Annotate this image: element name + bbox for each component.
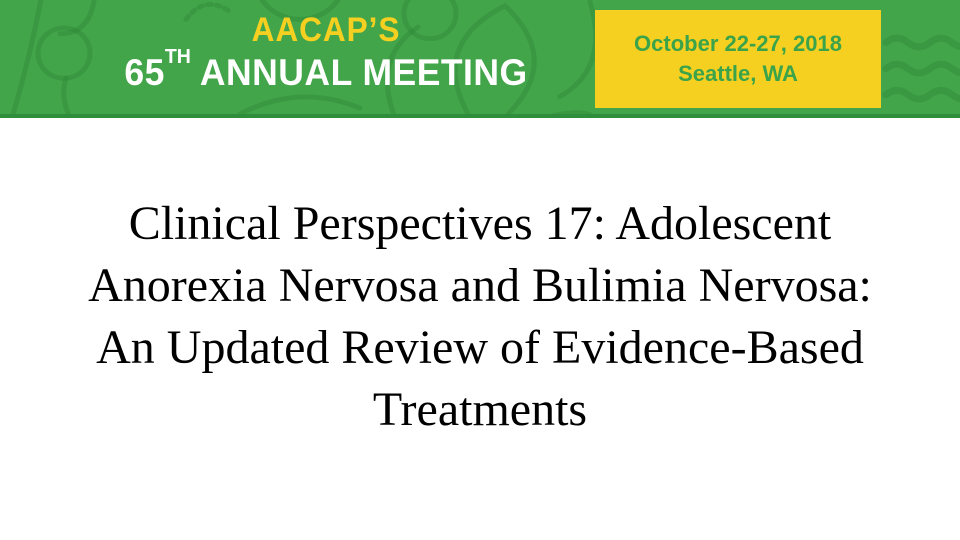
meeting-branding	[0, 0, 652, 114]
slide-title	[88, 193, 872, 441]
title-line-2: Anorexia Nervosa and Bulimia Nervosa:	[88, 259, 872, 312]
header-banner	[0, 0, 960, 118]
date-location-box	[595, 10, 881, 108]
org-name: AACAP’S	[251, 11, 401, 49]
title-line-1: Clinical Perspectives 17: Adolescent	[128, 197, 832, 250]
slide-body	[0, 118, 960, 540]
meeting-name	[13, 46, 639, 93]
meeting-name-rest: ANNUAL MEETING	[190, 52, 528, 93]
meeting-number: 65	[124, 52, 165, 93]
title-line-3: An Updated Review of Evidence-Based	[96, 321, 864, 374]
meeting-ordinal-suffix: TH	[164, 46, 191, 69]
location-text: Seattle, WA	[678, 61, 798, 86]
date-text: October 22-27, 2018	[634, 31, 842, 56]
title-line-4: Treatments	[372, 383, 588, 436]
